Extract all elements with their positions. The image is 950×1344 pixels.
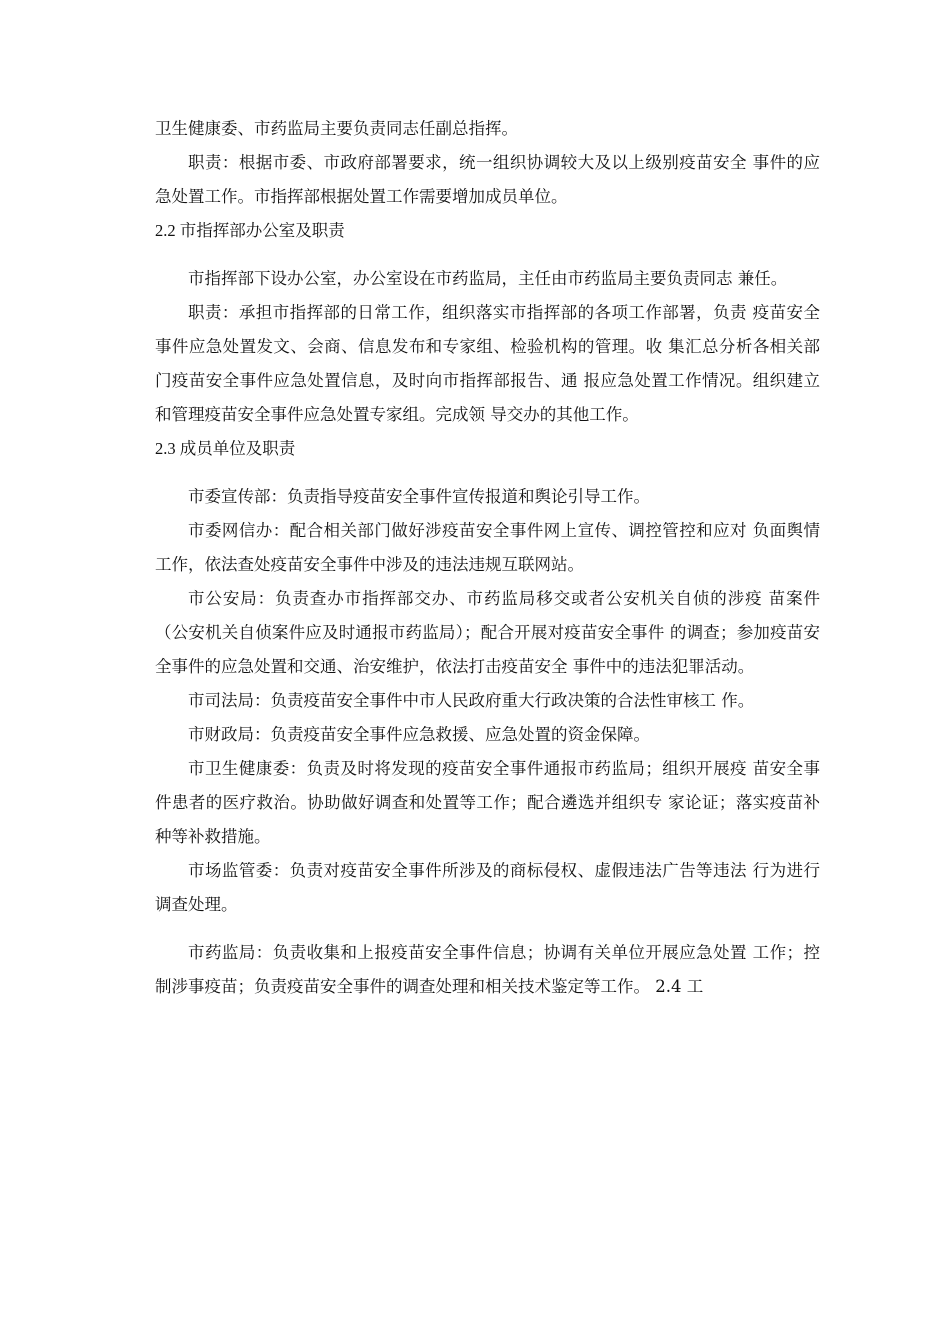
document-page: [155, 112, 820, 1004]
section-heading-2-2: 2.2 市指挥部办公室及职责: [155, 221, 345, 240]
paragraph-cyberspace-office: 市委网信办：配合相关部门做好涉疫苗安全事件网上宣传、调控管控和应对 负面舆情工作，依法查处疫苗安全事件中涉及的违法违规互联网站。: [155, 521, 820, 574]
paragraph-drug-administration: 市药监局：负责收集和上报疫苗安全事件信息；协调有关单位开展应急处置 工作；控制涉事疫苗；负责疫苗安全事件的调查处理和相关技术鉴定等工作。 2.4 工: [155, 943, 820, 996]
paragraph-office-duties: 职责：承担市指挥部的日常工作，组织落实市指挥部的各项工作部署，负责 疫苗安全事件应急处置发文、会商、信息发布和专家组、检验机构的管理。收 集汇总分析各相关部门疫苗安全事件应急处置信息，及时向市指挥部报告、通 报应急处置工作情况。组织建立和管理疫苗安全事件应急处置专家组。完成领 导交办的其他工作。: [155, 303, 820, 424]
paragraph-finance-bureau: 市财政局：负责疫苗安全事件应急救援、应急处置的资金保障。: [188, 725, 650, 744]
paragraph-health-commission: 市卫生健康委：负责及时将发现的疫苗安全事件通报市药监局；组织开展疫 苗安全事件患者的医疗救治。协助做好调查和处置等工作；配合遴选并组织专 家论证；落实疫苗补种等补救措施。: [155, 759, 820, 846]
paragraph-justice-bureau: 市司法局：负责疫苗安全事件中市人民政府重大行政决策的合法性审核工 作。: [188, 691, 755, 710]
paragraph-market-regulation: 市场监管委：负责对疫苗安全事件所涉及的商标侵权、虚假违法广告等违法 行为进行调查处理。: [155, 861, 820, 914]
paragraph-office-setup: 市指挥部下设办公室，办公室设在市药监局，主任由市药监局主要负责同志 兼任。: [188, 269, 788, 288]
paragraph-propaganda-dept: 市委宣传部：负责指导疫苗安全事件宣传报道和舆论引导工作。: [188, 487, 650, 506]
paragraph-public-security: 市公安局：负责查办市指挥部交办、市药监局移交或者公安机关自侦的涉疫 苗案件（公安机关自侦案件应及时通报市药监局）；配合开展对疫苗安全事件 的调查；参加疫苗安全事件的应急处置和交通、治安维护，依法打击疫苗安全 事件中的违法犯罪活动。: [155, 589, 820, 676]
paragraph-deputy-commanders: 卫生健康委、市药监局主要负责同志任副总指挥。: [155, 119, 518, 138]
paragraph-headquarters-duties: 职责：根据市委、市政府部署要求，统一组织协调较大及以上级别疫苗安全 事件的应急处置工作。市指挥部根据处置工作需要增加成员单位。: [155, 153, 820, 206]
section-heading-2-3: 2.3 成员单位及职责: [155, 439, 296, 458]
